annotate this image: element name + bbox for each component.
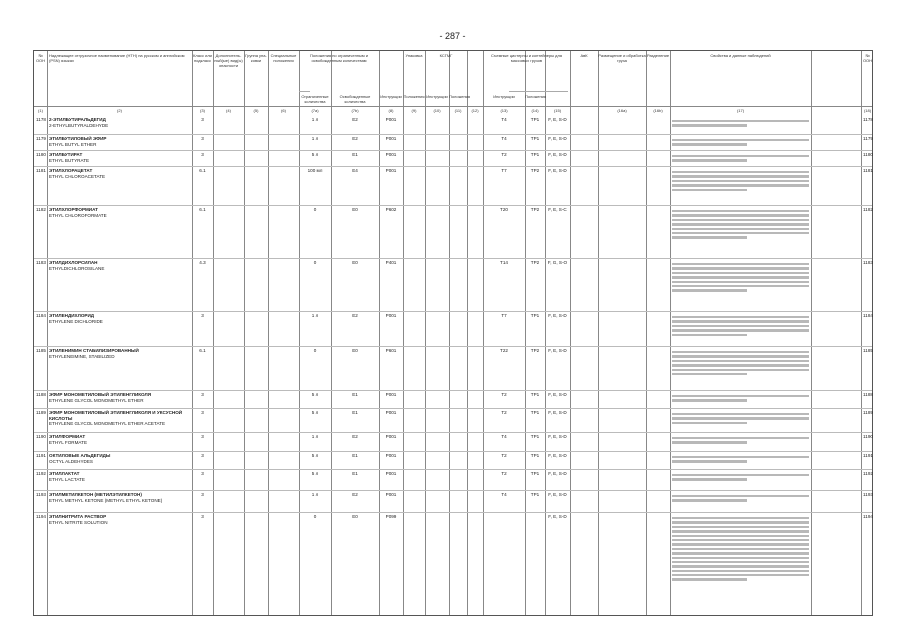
row-ru-name: ЭФИР МОНОМЕТИЛОВЫЙ ЭТИЛЕНГЛИКОЛЯ <box>49 392 152 397</box>
row-un-number-right: 1184 <box>863 313 873 318</box>
text-line <box>672 214 809 216</box>
row-tank-instruction: T2 <box>501 471 507 476</box>
row-properties-text <box>672 393 809 408</box>
colnum: (13) <box>500 108 508 113</box>
row-en-name: ETHYL BUTYRATE <box>49 158 90 163</box>
text-line <box>672 570 809 572</box>
row-un-number-right: 1182 <box>863 207 873 212</box>
text-line <box>672 236 747 238</box>
row-excepted-qty: E4 <box>352 168 358 173</box>
row-un-number-right: 1194 <box>863 514 873 519</box>
text-line <box>672 159 747 161</box>
text-line <box>672 210 809 212</box>
row-properties-text <box>672 493 809 512</box>
row-properties-text <box>672 137 809 150</box>
text-line <box>672 351 809 353</box>
row-tank-provision: TP1 <box>530 392 540 397</box>
row-un-number: 1190 <box>36 434 46 439</box>
row-tank-provision: TP1 <box>530 136 540 141</box>
colnum: (16a) <box>617 108 627 113</box>
row-properties-text <box>672 435 809 451</box>
row-ru-name: ЭТИЛБУТИРАТ <box>49 152 83 157</box>
colnum: (14) <box>531 108 539 113</box>
colnum: (8) <box>388 108 394 113</box>
text-line <box>672 276 809 278</box>
colnum: (10) <box>433 108 441 113</box>
row-en-name: ETHYL CHLOROFORMATE <box>49 213 107 218</box>
row-un-number-right: 1193 <box>863 492 873 497</box>
row-class: 4.3 <box>199 260 206 265</box>
text-line <box>672 184 809 186</box>
row-tank-provision: TP1 <box>530 313 540 318</box>
row-ru-name: ОКТИЛОВЫЕ АЛЬДЕГИДЫ <box>49 453 111 458</box>
row-en-name: ETHYLENE GLYCOL MONOMETHYL ETHER ACETATE <box>49 421 166 426</box>
row-excepted-qty: E1 <box>352 410 358 415</box>
row-properties-text <box>672 515 809 615</box>
row-tank-instruction: T20 <box>500 207 508 212</box>
row-packing-instruction: P001 <box>385 434 397 439</box>
row-class: 3 <box>201 453 204 458</box>
row-un-number-right: 1189 <box>863 410 873 415</box>
row-packing-instruction: P001 <box>385 471 397 476</box>
row-un-number: 1179 <box>36 136 46 141</box>
row-packing-instruction: P001 <box>385 136 397 141</box>
row-tank-instruction: T22 <box>500 348 508 353</box>
text-line <box>672 285 809 287</box>
text-line <box>672 228 809 230</box>
colnum: (4) <box>226 108 231 113</box>
row-tank-provision: TP2 <box>530 207 540 212</box>
row-excepted-qty: E0 <box>352 260 358 265</box>
row-ems: F, E, S-D <box>548 514 567 519</box>
row-un-number-right: 1191 <box>863 453 873 458</box>
text-line <box>672 263 809 265</box>
colnum: (12) <box>471 108 479 113</box>
row-properties-text <box>672 411 809 432</box>
row-tank-provision: TP1 <box>530 152 540 157</box>
row-un-number-right: 1183 <box>863 260 873 265</box>
row-tank-provision: TP1 <box>530 117 540 122</box>
row-packing-instruction: P001 <box>385 168 397 173</box>
row-limited-qty: 5 л <box>311 471 319 476</box>
row-un-number: 1191 <box>36 453 46 458</box>
row-en-name: ETHYL CHLOROACETATE <box>49 174 106 179</box>
row-tank-provision: TP1 <box>530 453 540 458</box>
row-limited-qty: 5 л <box>311 152 319 157</box>
row-tank-instruction: T4 <box>501 136 507 141</box>
row-ru-name: ЭТИЛХЛОРФОРМИАТ <box>49 207 98 212</box>
text-line <box>672 557 809 559</box>
row-tank-instruction: T7 <box>501 313 507 318</box>
colnum: (2) <box>117 108 122 113</box>
text-line <box>672 120 809 122</box>
text-line <box>672 413 809 415</box>
row-un-number-right: 1180 <box>863 152 873 157</box>
row-ems: F, E, S-D <box>548 434 567 439</box>
row-limited-qty: 1 л <box>311 117 319 122</box>
text-line <box>672 139 809 141</box>
row-ems: F, G, S-O <box>547 260 568 265</box>
row-class: 3 <box>201 392 204 397</box>
row-excepted-qty: E2 <box>352 117 358 122</box>
row-en-name: ETHYLENE DICHLORIDE <box>49 319 103 324</box>
row-un-number-right: 1185 <box>863 348 873 353</box>
text-line <box>672 574 809 576</box>
text-line <box>672 395 809 397</box>
text-line <box>672 232 809 234</box>
row-class: 3 <box>201 514 204 519</box>
row-un-number-right: 1188 <box>863 392 873 397</box>
row-tank-provision: TP1 <box>530 471 540 476</box>
colnum: (1) <box>38 108 43 113</box>
row-en-name: ETHYL NITRITE SOLUTION <box>49 520 108 525</box>
text-line <box>672 399 747 401</box>
row-class: 3 <box>201 492 204 497</box>
text-line <box>672 281 809 283</box>
row-ems: F, E, S-D <box>548 348 567 353</box>
row-excepted-qty: E1 <box>352 152 358 157</box>
row-un-number-right: 1179 <box>863 136 873 141</box>
text-line <box>672 552 809 554</box>
row-tank-instruction: T7 <box>501 168 507 173</box>
row-excepted-qty: E2 <box>352 434 358 439</box>
colnum: (5) <box>253 108 259 113</box>
row-class: 3 <box>201 410 204 415</box>
row-excepted-qty: E0 <box>352 207 358 212</box>
row-tank-instruction: T4 <box>501 117 507 122</box>
text-line <box>672 175 809 177</box>
text-line <box>672 565 809 567</box>
row-en-name: ETHYL FORMATE <box>49 440 88 445</box>
text-line <box>672 526 809 528</box>
row-un-number: 1181 <box>36 168 46 173</box>
text-line <box>672 530 809 532</box>
row-limited-qty: 1 л <box>311 313 319 318</box>
row-class: 3 <box>201 313 204 318</box>
row-ems: F, E, S-D <box>548 313 567 318</box>
text-line <box>672 474 809 476</box>
row-properties-text <box>672 454 809 469</box>
row-excepted-qty: E0 <box>352 348 358 353</box>
row-un-number-right: 1178 <box>863 117 873 122</box>
colnum: (6) <box>281 108 286 113</box>
text-line <box>672 499 747 501</box>
row-ru-name: ЭТИЛНИТРИТА РАСТВОР <box>49 514 107 519</box>
text-line <box>672 441 747 443</box>
row-un-number-right: 1181 <box>863 168 873 173</box>
text-line <box>672 539 809 541</box>
row-en-name: 2-ETHYLBUTYRALDEHYDE <box>49 123 109 128</box>
text-line <box>672 329 809 331</box>
row-class: 3 <box>201 471 204 476</box>
row-ems: F, E, S-D <box>548 492 567 497</box>
colnum: (7a) <box>311 108 319 113</box>
row-class: 3 <box>201 136 204 141</box>
text-line <box>672 223 809 225</box>
row-un-number: 1189 <box>36 410 46 415</box>
text-line <box>672 422 747 424</box>
text-line <box>672 272 809 274</box>
row-packing-instruction: P602 <box>385 207 397 212</box>
row-tank-provision: TP1 <box>530 492 540 497</box>
row-packing-instruction: P001 <box>385 492 397 497</box>
row-excepted-qty: E2 <box>352 313 358 318</box>
row-packing-instruction: P401 <box>385 260 397 265</box>
row-tank-instruction: T14 <box>500 260 508 265</box>
text-line <box>672 548 809 550</box>
row-properties-text <box>672 314 809 346</box>
row-ems: F, E, S-D <box>548 453 567 458</box>
row-limited-qty: 5 л <box>311 392 319 397</box>
row-properties-text <box>672 349 809 390</box>
row-packing-instruction: P001 <box>385 152 397 157</box>
colnum: (16b) <box>653 108 663 113</box>
row-tank-instruction: T4 <box>501 492 507 497</box>
row-ru-name: ЭТИЛЕНДИХЛОРИД <box>49 313 95 318</box>
row-tank-provision: TP1 <box>530 434 540 439</box>
row-ru-name: ЭТИЛХЛОРАЦЕТАТ <box>49 168 93 173</box>
row-properties-text <box>672 472 809 490</box>
row-en-name: ETHYL METHYL KETONE (METHYL ETHYL KETONE) <box>49 498 163 503</box>
text-line <box>672 219 809 221</box>
text-line <box>672 360 809 362</box>
row-en-name: ETHYL BUTYL ETHER <box>49 142 97 147</box>
text-line <box>672 460 747 462</box>
row-properties-text <box>672 261 809 311</box>
row-ems: F, E, S-D <box>548 392 567 397</box>
row-class: 6.1 <box>199 348 206 353</box>
colnum: (17) <box>736 108 745 113</box>
row-ru-name: ЭТИЛДИХЛОРСИЛАН <box>49 260 98 265</box>
row-ems: F, E, S-D <box>548 152 567 157</box>
colnum: (7b) <box>351 108 359 113</box>
row-packing-instruction: P601 <box>385 348 397 353</box>
text-line <box>672 355 809 357</box>
row-un-number: 1188 <box>36 392 46 397</box>
text-line <box>672 521 809 523</box>
text-line <box>672 417 809 419</box>
row-ru-name: ЭТИЛЛАКТАТ <box>49 471 80 476</box>
text-line <box>672 543 809 545</box>
text-line <box>672 325 809 327</box>
row-un-number: 1183 <box>36 260 46 265</box>
row-un-number: 1184 <box>36 313 46 318</box>
text-line <box>672 155 809 157</box>
row-en-name: ETHYLENE GLYCOL MONOMETHYL ETHER <box>49 398 144 403</box>
row-class: 3 <box>201 117 204 122</box>
row-properties-text <box>672 118 809 134</box>
row-properties-text <box>672 153 809 166</box>
row-ems: F, E, S-D <box>548 471 567 476</box>
text-line <box>672 561 809 563</box>
row-class: 3 <box>201 152 204 157</box>
row-tank-provision: TP1 <box>530 410 540 415</box>
row-excepted-qty: E2 <box>352 492 358 497</box>
row-limited-qty: 0 <box>313 348 317 353</box>
row-excepted-qty: E1 <box>352 471 358 476</box>
dangerous-goods-table: № ООН Надлежащее отгрузочное наименование (НТН) на русском и английском (PSN) языках Класс или подкласс Дополнитель-ный(ые) вид(ы) опасности Группа упа-ковки Специальные положения Положения по ограниченным и освобожденным количествам Ограниченные количества Освобожденные количества Упаковка Инструкции Положения КСГМГ Инструкции Положения Съемные цистерны и контейнеры для массовых грузов Инструкции Положения АвК Размещение и обработка груза Разделение Свойства и данные наблюдений № ООН (1) (2) (3) (4) (5) (6) (7a) (7b) (8) (9) (10) (11) (12) (13) (14) (15) (16a) (16b) (17) (18) 2-ЭТИЛБУТИРАЛЬДЕГИД 2-ETHYLBUTYRALDEHYDE 1178 3 1 л E2 P001 T4 TP1 F, E, S-D 1178 ЭТИЛБУТИЛОВЫЙ ЭФИР ETHYL BUTYL ETHER 1179 3 1 л E2 P001 T4 TP1 F, E, S-D 1179 ЭТИЛБУТИРАТ ETHYL BUTYRATE 1180 3 5 л E1 P001 T2 TP1 F, E, S-D 1180 ЭТИЛХЛОРАЦЕТАТ ETHYL CHLOROACETATE 1181 6.1 100 мл E4 P001 T7 TP2 F, E, S-D 1181 ЭТИЛХЛОРФОРМИАТ ETHYL CHLOROFORMATE 1182 6.1 0 E0 P602 T20 TP2 F, E, S-C 1182 ЭТИЛДИХЛОРСИЛАН ETHYLDICHLOROSILANE 1183 4.3 0 E0 P401 T14 TP2 F, G, S-O 1183 ЭТИЛЕНДИХЛОРИД ETHYLENE DICHLORIDE 1184 3 1 л E2 P001 T7 TP1 F, E, S-D 1184 ЭТИЛЕНИМИН СТАБИЛИЗИРОВАННЫЙ ETHYLENEIMINE, STABILIZED 1185 6.1 0 E0 P601 T22 TP2 F, E, S-D 1185 ЭФИР МОНОМЕТИЛОВЫЙ ЭТИЛЕНГЛИКОЛЯ ETHYLENE GLYCOL MONOMETHYL ETHER 1188 3 5 л E1 P001 T2 TP1 F, E, S-D 1188 ЭФИР МОНОМЕТИЛОВЫЙ ЭТИЛЕНГЛИКОЛЯ И УКСУСНОЙ КИСЛОТЫ ETHYLENE GLYCOL MONOMETHYL ETHER ACETATE 1189 3 5 л E1 P001 T2 TP1 F, E, S-D 1189 ЭТИЛФОРМИАТ ETHYL FORMATE 1190 3 1 л E2 P001 T4 TP1 F, E, S-D 1190 ОКТИЛОВЫЕ АЛЬДЕГИДЫ OCTYL ALDEHYDES 1191 3 5 л E1 P001 T2 TP1 F, E, S-D 1191 ЭТИЛЛАКТАТ ETHYL LACTATE 1192 3 5 л E1 P001 T2 TP1 F, E, S-D 1192 ЭТИЛМЕТИЛКЕТОН (МЕТИЛЭТИЛКЕТОН) ETHYL METHYL KETONE (METHYL ETHYL KETONE) 1193 3 1 л E2 P001 T4 TP1 F, E, S-D 1193 ЭТИЛНИТРИТА РАСТВОР ETHYL NITRITE SOLUTION 1194 3 0 E0 P099 F, E, S-D 1194 <box>33 50 873 616</box>
colnum: (11) <box>454 108 462 113</box>
row-ems: F, E, S-D <box>548 168 567 173</box>
row-ems: F, E, S-C <box>548 207 567 212</box>
text-line <box>672 364 809 366</box>
colnum: (9) <box>411 108 417 113</box>
colnum: (15) <box>553 108 562 113</box>
row-tank-provision: TP2 <box>530 260 540 265</box>
row-limited-qty: 1 л <box>311 136 319 141</box>
row-tank-instruction: T4 <box>501 434 507 439</box>
row-excepted-qty: E1 <box>352 453 358 458</box>
row-limited-qty: 0 <box>313 260 317 265</box>
text-line <box>672 535 809 537</box>
text-line <box>672 289 747 291</box>
row-class: 6.1 <box>199 207 206 212</box>
row-tank-provision: TP2 <box>530 348 540 353</box>
text-line <box>672 517 809 519</box>
row-packing-instruction: P001 <box>385 453 397 458</box>
row-packing-instruction: P001 <box>385 392 397 397</box>
row-properties-text <box>672 169 809 205</box>
row-ems: F, E, S-D <box>548 410 567 415</box>
text-line <box>672 478 747 480</box>
row-tank-instruction: T2 <box>501 152 507 157</box>
row-un-number: 1182 <box>36 207 46 212</box>
row-limited-qty: 100 мл <box>307 168 323 173</box>
text-line <box>672 373 747 375</box>
text-line <box>672 369 809 371</box>
row-un-number: 1192 <box>36 471 46 476</box>
text-line <box>672 495 809 497</box>
row-un-number: 1193 <box>36 492 46 497</box>
row-ru-name: 2-ЭТИЛБУТИРАЛЬДЕГИД <box>49 117 106 122</box>
text-line <box>672 334 747 336</box>
text-line <box>672 456 809 458</box>
row-un-number-right: 1190 <box>863 434 873 439</box>
text-line <box>672 437 809 439</box>
row-un-number: 1180 <box>36 152 46 157</box>
row-ru-name: ЭТИЛЕНИМИН СТАБИЛИЗИРОВАННЫЙ <box>49 348 139 353</box>
row-excepted-qty: E1 <box>352 392 358 397</box>
row-ems: F, E, S-D <box>548 136 567 141</box>
row-un-number: 1178 <box>36 117 46 122</box>
row-excepted-qty: E2 <box>352 136 358 141</box>
row-class: 6.1 <box>199 168 206 173</box>
text-line <box>672 316 809 318</box>
row-un-number: 1194 <box>36 514 46 519</box>
row-un-number: 1185 <box>36 348 46 353</box>
text-line <box>672 180 809 182</box>
row-class: 3 <box>201 434 204 439</box>
row-limited-qty: 0 <box>313 514 317 519</box>
row-en-name: ETHYLENEIMINE, STABILIZED <box>49 354 115 359</box>
row-ru-name: ЭТИЛМЕТИЛКЕТОН (МЕТИЛЭТИЛКЕТОН) <box>49 492 142 497</box>
text-line <box>672 267 809 269</box>
row-ru-name: ЭТИЛФОРМИАТ <box>49 434 86 439</box>
row-tank-instruction: T2 <box>501 410 507 415</box>
row-ru-name: ЭФИР МОНОМЕТИЛОВЫЙ ЭТИЛЕНГЛИКОЛЯ И УКСУСНОЙ КИСЛОТЫ <box>49 410 183 421</box>
row-tank-instruction: T2 <box>501 392 507 397</box>
row-tank-provision: TP2 <box>530 168 540 173</box>
row-en-name: ETHYLDICHLOROSILANE <box>49 266 105 271</box>
row-limited-qty: 0 <box>313 207 317 212</box>
row-ems: F, E, S-D <box>548 117 567 122</box>
row-limited-qty: 5 л <box>311 453 319 458</box>
colnum: (18) <box>863 108 872 113</box>
page-number: - 287 - <box>439 31 466 41</box>
text-line <box>672 124 747 126</box>
row-limited-qty: 1 л <box>311 434 319 439</box>
text-line <box>672 578 747 580</box>
row-ru-name: ЭТИЛБУТИЛОВЫЙ ЭФИР <box>49 136 107 141</box>
row-un-number-right: 1192 <box>863 471 873 476</box>
row-excepted-qty: E0 <box>352 514 358 519</box>
row-en-name: ETHYL LACTATE <box>49 477 85 482</box>
row-packing-instruction: P001 <box>385 313 397 318</box>
text-line <box>672 143 747 145</box>
row-properties-text <box>672 208 809 258</box>
row-packing-instruction: P099 <box>385 514 397 519</box>
row-limited-qty: 1 л <box>311 492 319 497</box>
text-line <box>672 320 809 322</box>
row-packing-instruction: P001 <box>385 410 397 415</box>
text-line <box>672 171 809 173</box>
row-packing-instruction: P001 <box>385 117 397 122</box>
colnum: (3) <box>200 108 205 113</box>
row-limited-qty: 5 л <box>311 410 319 415</box>
row-tank-instruction: T2 <box>501 453 507 458</box>
row-en-name: OCTYL ALDEHYDES <box>49 459 93 464</box>
text-line <box>672 189 747 191</box>
